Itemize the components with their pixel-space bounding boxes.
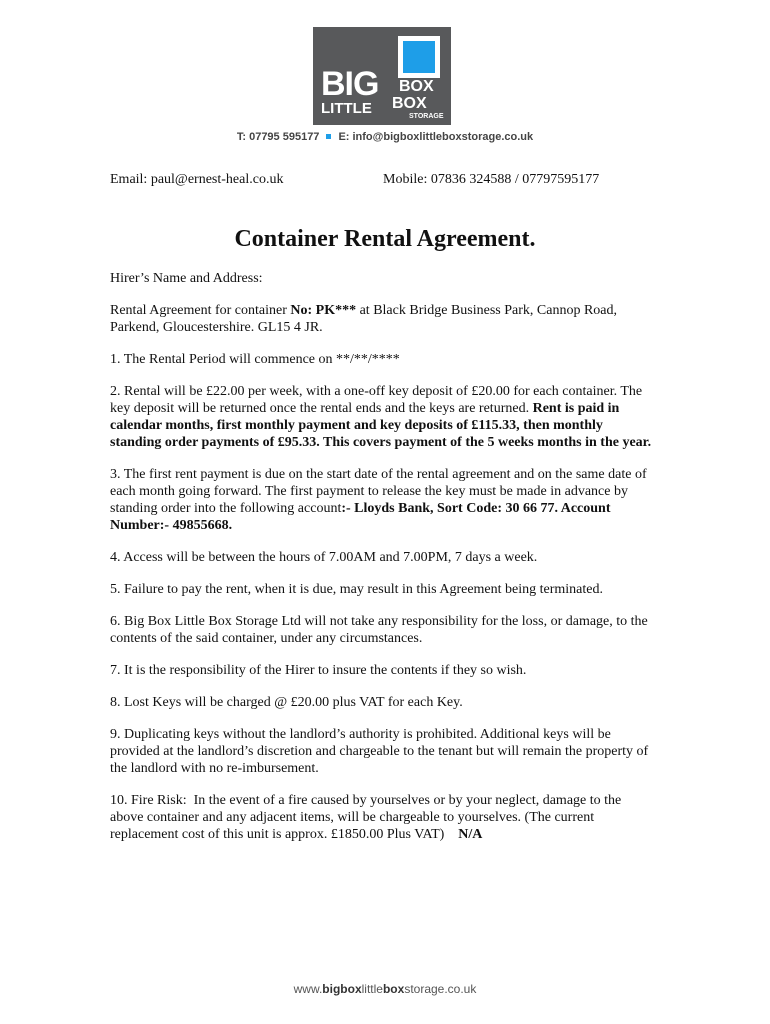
logo-box-text: BOX [399,78,434,95]
company-logo [313,27,451,125]
intro-text-2: at Black Bridge Business Park, Cannop Road, Parkend, Gloucestershire. GL15 4 JR. [110,303,618,335]
bullet-square-icon [326,134,331,139]
clause-1: 1. The Rental Period will commence on **/**/**** [110,352,400,367]
header-contact-line [0,131,770,143]
clause-8: 8. Lost Keys will be charged @ £20.00 plus VAT for each Key. [110,695,463,710]
agreement-body [110,270,655,858]
footer-www: www. [293,982,323,996]
clause-3 [110,466,655,534]
intro-text: Rental Agreement for container [110,303,291,318]
footer-website [0,982,770,996]
clause-9: 9. Duplicating keys without the landlord’s authority is prohibited. Additional keys will be provided at the landlord’s discretion and chargeable to the tenant but will remain the property of the landlord with no re-imbursement. [110,727,649,776]
clause-4: 4. Access will be between the hours of 7.00AM and 7.00PM, 7 days a week. [110,550,538,565]
container-number: No: PK*** [290,303,357,318]
footer-bigbox: bigbox [322,982,362,996]
contact-email: Email: paul@ernest-heal.co.uk [110,172,284,187]
header-phone: T: 07795 595177 [236,131,320,143]
clause-6: 6. Big Box Little Box Storage Ltd will not take any responsibility for the loss, or damage, to the contents of the said container, under any circumstances. [110,614,648,646]
hirer-name-address: Hirer’s Name and Address: [110,271,263,286]
clause-2 [110,383,655,451]
logo-little-text: LITTLE [321,100,372,117]
footer-little: little [361,982,383,996]
clause-3-text: 3. The first rent payment is due on the start date of the rental agreement and on the same date of each month going forward. The first payment to release the key must be made in advance by standing order into the following account [110,467,647,516]
clause-10 [110,792,655,843]
logo-blue-square [403,41,435,73]
clause-5: 5. Failure to pay the rent, when it is due, may result in this Agreement being terminated. [110,582,603,597]
logo-square [398,36,440,78]
logo-storage-text: STORAGE [409,113,444,120]
header-email: E: info@bigboxlittleboxstorage.co.uk [338,131,534,143]
clause-10-text: 10. Fire Risk: In the event of a fire caused by yourselves or by your neglect, damage to the above container and any adjacent items, will be chargeable to yourselves. (The current replacement cost of this unit is approx. £1850.00 Plus VAT) [110,793,625,842]
footer-domain: .co.uk [444,982,477,996]
document-title: Container Rental Agreement. [234,226,536,252]
clause-10-bold: N/A [458,827,483,842]
clause-2-bold: Rent is paid in calendar months, first monthly payment and key deposits of £115.33, then monthly standing order payments of £95.33. This covers payment of the 5 weeks months in the year. [110,401,652,450]
clause-2-text: 2. Rental will be £22.00 per week, with a one-off key deposit of £20.00 for each container. The key deposit will be returned once the rental ends and the keys are returned. [110,384,643,416]
logo-big-text: BIG [321,65,379,103]
logo-box-text-2: BOX [392,95,427,112]
footer-box: box [382,982,405,996]
clause-3-bold: :- Lloyds Bank, Sort Code: 30 66 77. Account Number:- 49855668. [110,501,611,533]
footer-storage: storage [404,982,445,996]
contact-mobile: Mobile: 07836 324588 / 07797595177 [383,172,600,187]
intro-paragraph [110,302,655,336]
clause-7: 7. It is the responsibility of the Hirer to insure the contents if they so wish. [110,663,527,678]
